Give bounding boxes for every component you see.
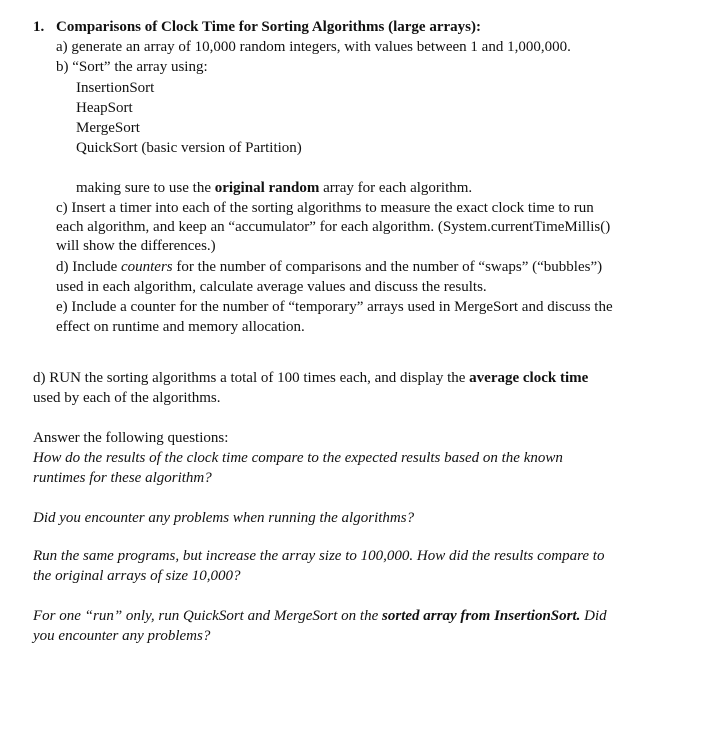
algorithm-item: QuickSort (basic version of Partition) [76, 140, 302, 156]
algorithm-item: InsertionSort [76, 80, 155, 96]
algorithm-item: MergeSort [76, 120, 140, 136]
q4-text-post: Did [580, 608, 607, 624]
q4-text-bold: sorted array from InsertionSort. [382, 608, 581, 624]
question-item: the original arrays of size 10,000? [33, 568, 241, 584]
part-d-text-italic: counters [120, 259, 173, 275]
question-title: Comparisons of Clock Time for Sorting Algorithms (large arrays): [56, 19, 481, 35]
part-b: b) “Sort” the array using: [56, 59, 208, 75]
note-text-post: array for each algorithm. [319, 180, 473, 196]
run-text-bold: average clock time [469, 370, 589, 386]
question-number: 1. [33, 19, 45, 35]
question-item: How do the results of the clock time compare to the expected results based on the known [33, 450, 563, 466]
part-d-line [56, 257, 602, 277]
part-d-line: used in each algorithm, calculate average values and discuss the results. [56, 279, 487, 295]
run-instruction-line2: used by each of the algorithms. [33, 390, 221, 406]
question-item: Did you encounter any problems when running the algorithms? [33, 510, 415, 526]
part-c-line: c) Insert a timer into each of the sorting algorithms to measure the exact clock time to run [56, 200, 594, 216]
question-item [33, 606, 607, 626]
question-item: you encounter any problems? [33, 628, 211, 644]
question-item: Run the same programs, but increase the array size to 100,000. How did the results compare to [33, 548, 605, 564]
original-array-note [76, 178, 472, 198]
note-text-pre: making sure to use the [76, 180, 215, 196]
part-a: a) generate an array of 10,000 random integers, with values between 1 and 1,000,000. [56, 39, 571, 55]
algorithm-item: HeapSort [76, 100, 133, 116]
part-e-line: effect on runtime and memory allocation. [56, 319, 305, 335]
part-e-line: e) Include a counter for the number of “temporary” arrays used in MergeSort and discuss the [56, 299, 613, 315]
note-text-bold: original random [214, 180, 320, 196]
run-instruction [33, 368, 588, 388]
part-c-line: will show the differences.) [56, 238, 216, 254]
part-c-line: each algorithm, and keep an “accumulator” for each algorithm. (System.currentTimeMillis() [56, 219, 611, 235]
part-d-text-post: for the number of comparisons and the number of “swaps” (“bubbles”) [172, 259, 603, 275]
part-d-text-pre: d) Include [56, 259, 121, 275]
questions-intro: Answer the following questions: [33, 430, 229, 446]
q4-text-pre: For one “run” only, run QuickSort and MergeSort on the [33, 608, 383, 624]
question-item: runtimes for these algorithm? [33, 470, 212, 486]
run-text-pre: d) RUN the sorting algorithms a total of 100 times each, and display the [33, 370, 470, 386]
